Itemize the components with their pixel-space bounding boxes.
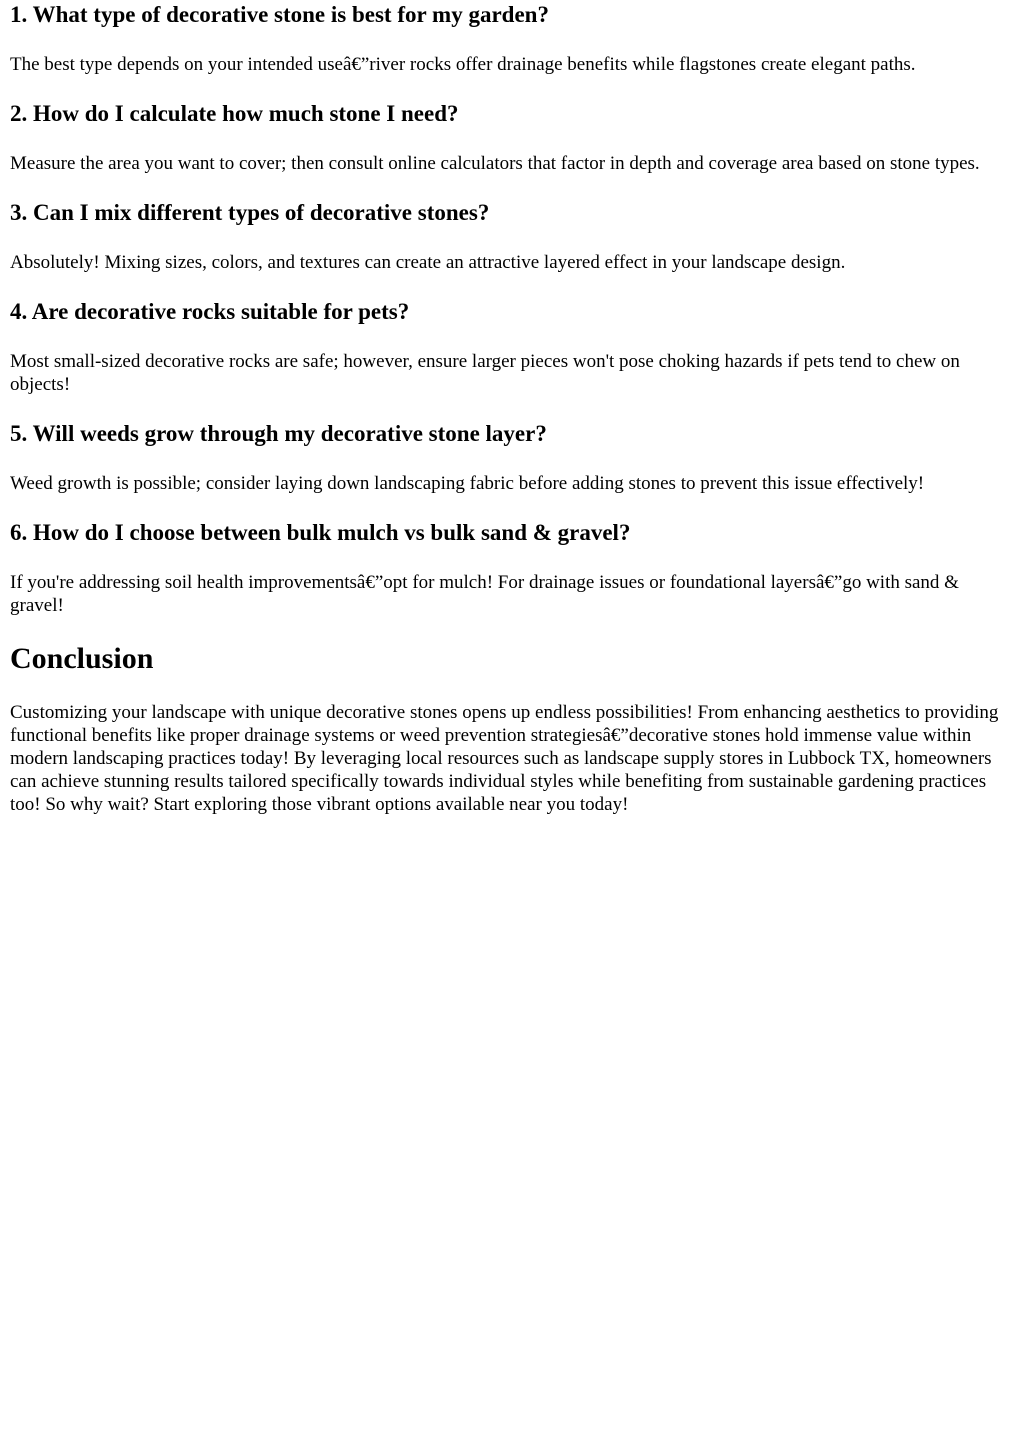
faq-question: 6. How do I choose between bulk mulch vs bulk sand & gravel? bbox=[10, 520, 631, 545]
faq-question: 1. What type of decorative stone is best for my garden? bbox=[10, 2, 549, 27]
faq-item bbox=[10, 421, 1014, 495]
faq-item bbox=[10, 520, 1014, 617]
faq-question: 5. Will weeds grow through my decorative stone layer? bbox=[10, 421, 547, 446]
conclusion-paragraph: Customizing your landscape with unique decorative stones opens up endless possibilities! From enhancing aesthetics to providing functional benefits like proper drainage systems or weed prevention strategiesâ€”decorative stones hold immense value within modern landscaping practices today! By leveraging local resources such as landscape supply stores in Lubbock TX, homeowners can achieve stunning results tailored specifically towards individual styles while benefiting from sustainable gardening practices too! So why wait? Start exploring those vibrant options available near you today! bbox=[10, 702, 999, 815]
faq-answer: The best type depends on your intended useâ€”river rocks offer drainage benefits while flagstones create elegant paths. bbox=[10, 54, 916, 75]
faq-section bbox=[10, 2, 1014, 617]
conclusion-section bbox=[10, 642, 1014, 816]
faq-item bbox=[10, 101, 1014, 175]
faq-answer: Absolutely! Mixing sizes, colors, and textures can create an attractive layered effect in your landscape design. bbox=[10, 252, 846, 273]
faq-question: 2. How do I calculate how much stone I need? bbox=[10, 101, 459, 126]
faq-answer: Measure the area you want to cover; then consult online calculators that factor in depth and coverage area based on stone types. bbox=[10, 153, 980, 174]
conclusion-heading: Conclusion bbox=[10, 642, 154, 675]
faq-answer: Most small-sized decorative rocks are safe; however, ensure larger pieces won't pose choking hazards if pets tend to chew on objects! bbox=[10, 351, 960, 395]
faq-item bbox=[10, 2, 1014, 76]
faq-item bbox=[10, 200, 1014, 274]
faq-answer: If you're addressing soil health improvementsâ€”opt for mulch! For drainage issues or foundational layersâ€”go with sand & gravel! bbox=[10, 572, 959, 616]
faq-item bbox=[10, 299, 1014, 396]
faq-question: 4. Are decorative rocks suitable for pets? bbox=[10, 299, 410, 324]
faq-answer: Weed growth is possible; consider laying down landscaping fabric before adding stones to prevent this issue effectively! bbox=[10, 473, 925, 494]
faq-question: 3. Can I mix different types of decorative stones? bbox=[10, 200, 490, 225]
